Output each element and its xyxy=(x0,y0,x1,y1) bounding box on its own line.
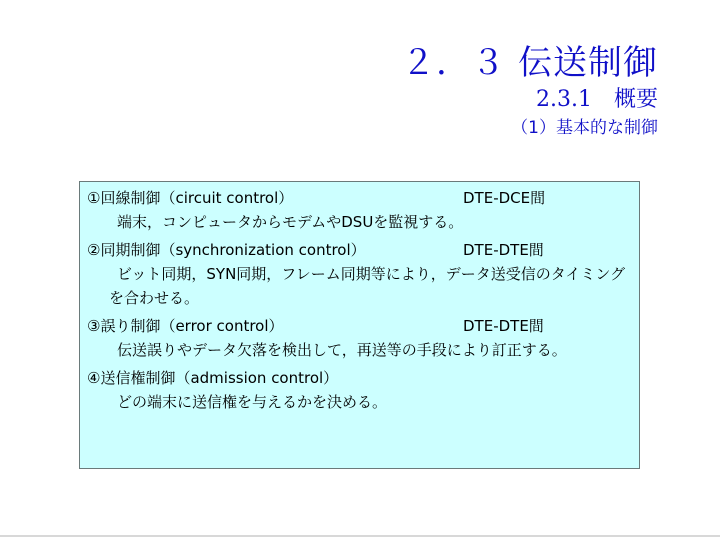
item-heading: ③誤り制御（error control） xyxy=(87,317,284,335)
item-description: ビット同期，SYN同期，フレーム同期等により，データ送受信のタイミングを合わせる。 xyxy=(109,265,626,307)
item-scope: DTE-DTE間 xyxy=(463,241,544,259)
slide-title: ２．３ 伝送制御 xyxy=(401,43,658,83)
section-subtitle: 2.3.1 概要 xyxy=(536,87,658,112)
subsection-subtitle: （1）基本的な制御 xyxy=(511,118,658,138)
item-description: 端末，コンピュータからモデムやDSUを監視する。 xyxy=(117,213,464,231)
item-scope: DTE-DCE間 xyxy=(463,189,546,207)
item-heading: ④送信権制御（admission control） xyxy=(87,369,339,387)
title-block xyxy=(401,42,658,140)
list-item-circuit-control xyxy=(87,186,629,234)
footer-divider xyxy=(0,535,720,537)
list-item-error-control xyxy=(87,314,629,362)
item-heading: ②同期制御（synchronization control） xyxy=(87,241,366,259)
content-box xyxy=(79,181,640,469)
item-scope: DTE-DTE間 xyxy=(463,317,544,335)
item-description: どの端末に送信権を与えるかを決める。 xyxy=(117,393,388,411)
list-item-admission-control xyxy=(87,366,629,414)
list-item-synchronization-control xyxy=(87,238,629,310)
item-description: 伝送誤りやデータ欠落を検出して，再送等の手段により訂正する。 xyxy=(117,341,567,359)
item-heading: ①回線制御（circuit control） xyxy=(87,189,294,207)
